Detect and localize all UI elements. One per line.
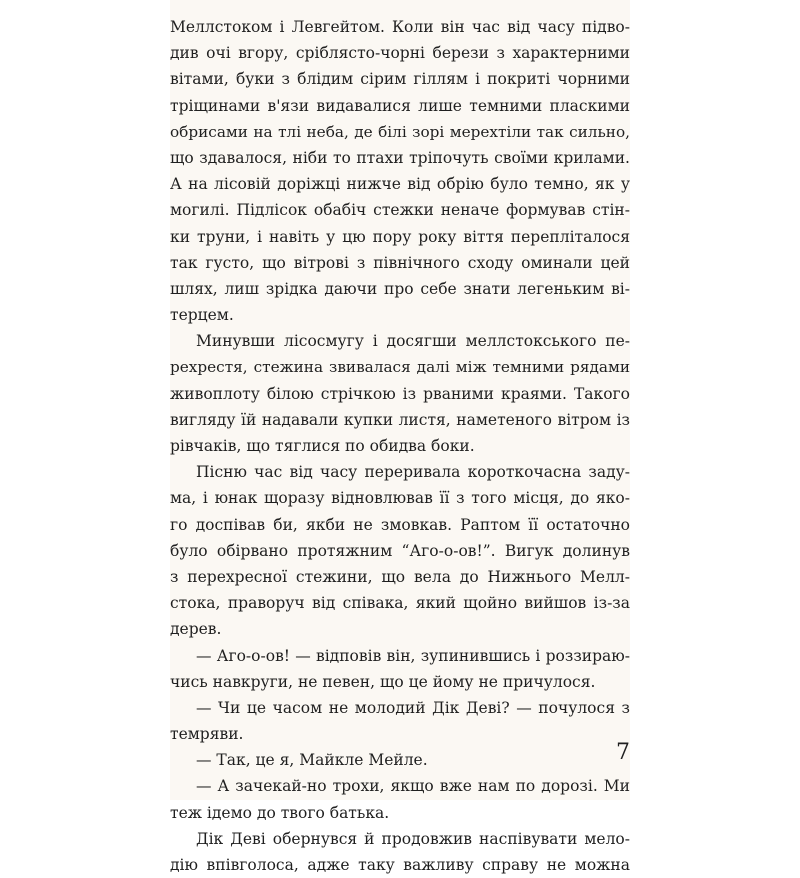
text-line: терцем. xyxy=(170,306,234,325)
text-line: Минувши лісосмугу і досягши меллстокського пе- xyxy=(196,332,630,351)
text-line: обрисами на тлі неба, де білі зорі мерехтіли так сильно, xyxy=(170,122,630,141)
text-line: теж ідемо до твого батька. xyxy=(170,803,390,822)
text-line: вигляду їй надавали купки листя, наметеного вітром із xyxy=(170,410,630,429)
text-line: — Так, це я, Майкле Мейле. xyxy=(196,751,428,770)
text-line: стока, праворуч від співака, який щойно вийшов із-за xyxy=(170,594,630,613)
page-number: 7 xyxy=(616,740,630,765)
text-line: темряви. xyxy=(170,725,244,744)
text-line: — Аго-о-ов! — відповів він, зупинившись і роззираю- xyxy=(196,646,630,665)
text-line: — Чи це часом не молодий Дік Деві? — почулося з xyxy=(196,698,630,717)
text-line: ки труни, і навіть у цю пору року віття перепліталося xyxy=(170,227,630,246)
text-line: рівчаків, що тяглися по обидва боки. xyxy=(170,437,475,455)
text-line: вітами, буки з блідим сірим гіллям і покриті чорними xyxy=(170,70,630,89)
text-line: було обірвано протяжним “Аго-о-ов!”. Вигук долинув xyxy=(170,541,630,560)
text-line: го доспівав би, якби не змовкав. Раптом її остаточно xyxy=(170,515,630,534)
text-line: дерев. xyxy=(170,620,222,639)
text-line: Дік Деві обернувся й продовжив наспівувати мело- xyxy=(196,829,630,848)
text-line: живоплоту білою стрічкою із рваними краями. Такого xyxy=(170,384,630,403)
text-line: що здавалося, ніби то птахи тріпочуть своїми крилами. xyxy=(170,148,630,167)
text-line: тріщинами в'язи видавалися лише темними пласкими xyxy=(170,96,630,115)
text-line: так густо, що вітрові з північного сходу оминали цей xyxy=(170,253,630,272)
text-line: — А зачекай-но трохи, якщо вже нам по дорозі. Ми xyxy=(196,777,630,796)
text-line: шлях, лиш зрідка даючи про себе знати легеньким ві- xyxy=(170,279,630,298)
text-line: чись навкруги, не певен, що це йому не причулося. xyxy=(170,672,596,691)
text-line: див очі вгору, сріблясто-чорні берези з характерними xyxy=(170,44,630,63)
text-line: Пісню час від часу переривала короткочасна заду- xyxy=(196,463,630,482)
text-line: могилі. Підлісок обабіч стежки неначе формував стін- xyxy=(170,201,630,220)
body-text xyxy=(170,14,630,878)
text-line: Меллстоком і Левгейтом. Коли він час від часу підво- xyxy=(170,18,630,36)
text-line: з перехресної стежини, що вела до Нижнього Мелл- xyxy=(170,567,630,586)
book-page xyxy=(170,0,630,874)
text-line: дію впівголоса, адже таку важливу справу не можна xyxy=(170,856,630,874)
text-line: рехрестя, стежина звивалася далі між темними рядами xyxy=(170,358,630,377)
text-line: А на лісовій доріжці нижче від обрію було темно, як у xyxy=(170,175,630,194)
text-line: ма, і юнак щоразу відновлював її з того місця, до яко- xyxy=(170,489,630,508)
